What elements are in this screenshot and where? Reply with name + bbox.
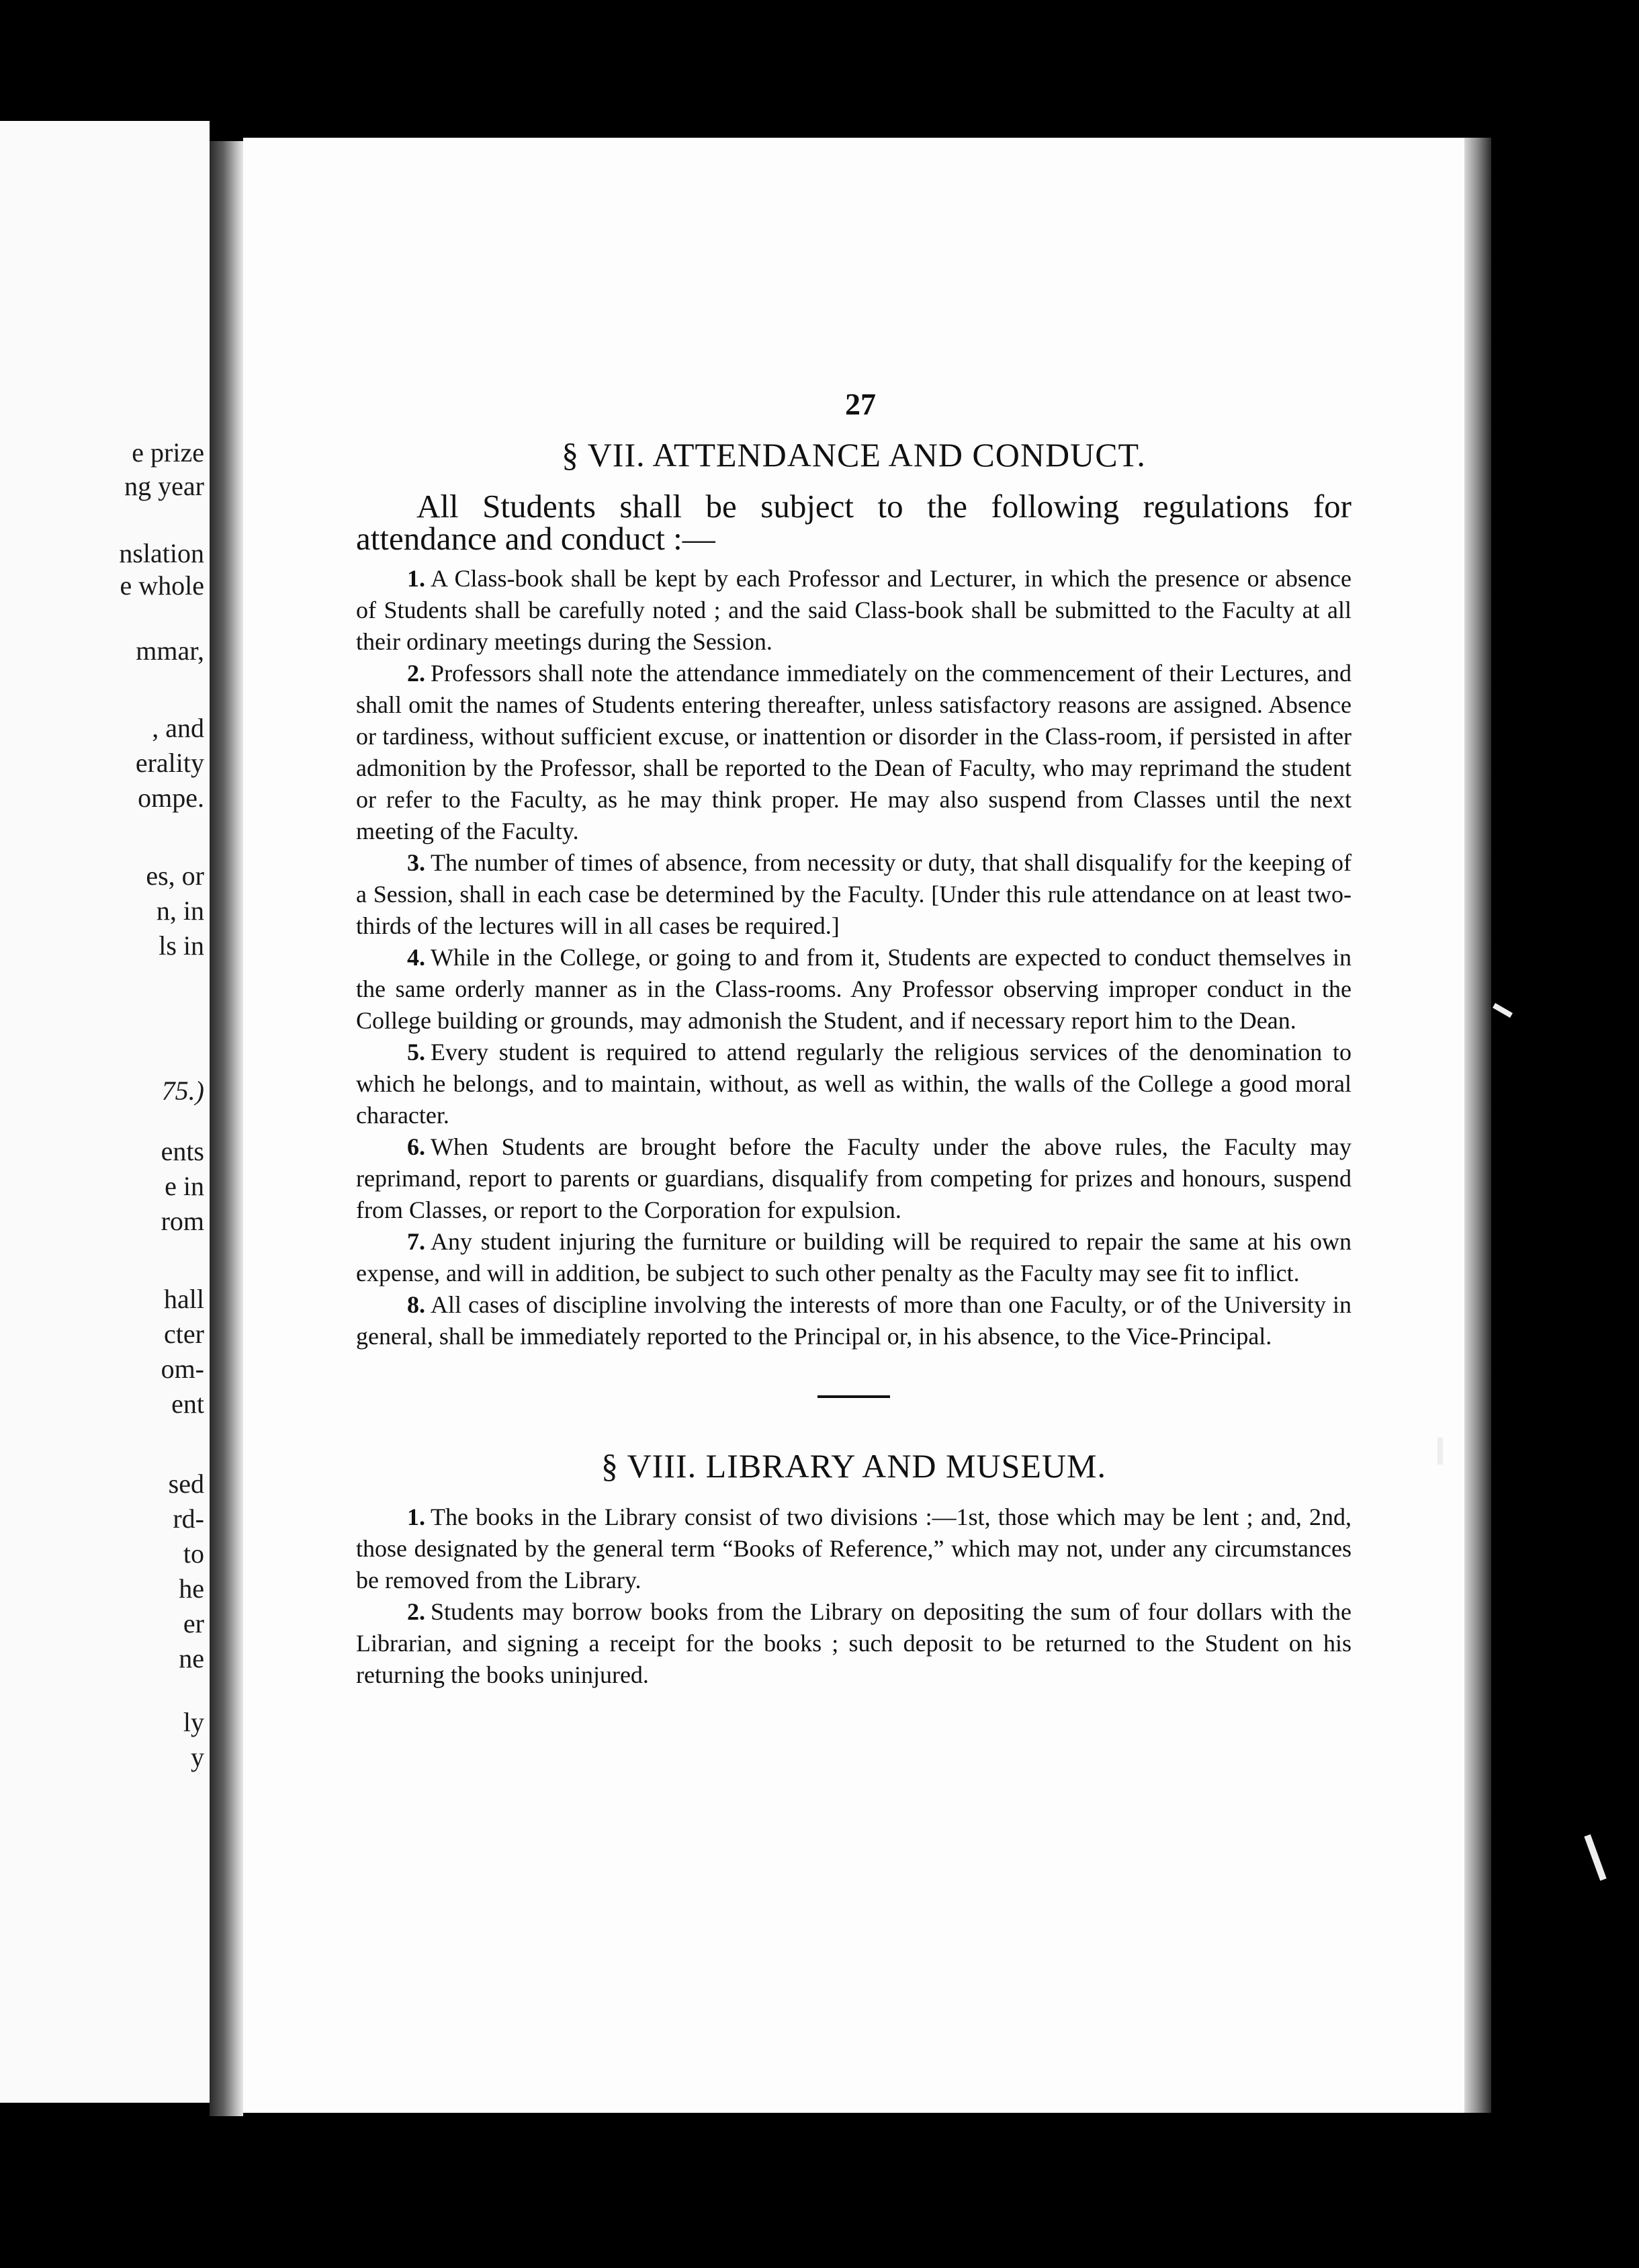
section-intro: All Students shall be subject to the following regulations for attendance and conduct :— <box>356 488 1352 557</box>
left-page-fragment: ents <box>161 1136 204 1166</box>
left-page-fragment: , and <box>152 713 204 743</box>
left-page-fragment: ent <box>171 1389 204 1419</box>
rule-number: 1. <box>407 565 425 592</box>
document-page <box>243 138 1464 2113</box>
left-page-fragment: y <box>191 1742 204 1772</box>
left-page-fragment: rom <box>161 1206 204 1236</box>
rule-paragraph <box>356 847 1352 942</box>
rule-text: When Students are brought before the Faculty under the above rules, the Faculty may reprimand, report to parents or guardians, disqualify from competing for prizes and honours, suspend from Classes, or report to the Corporation for expulsion. <box>356 1133 1352 1223</box>
left-page-fragment: sed <box>168 1469 204 1499</box>
left-page-fragment: e in <box>165 1171 204 1201</box>
previous-page <box>0 121 210 2103</box>
left-page-fragment: 75.) <box>161 1076 204 1106</box>
rule-number: 8. <box>407 1291 425 1318</box>
rule-text: All cases of discipline involving the interests of more than one Faculty, or of the University in general, shall be immediately reported to the Principal or, in his absence, to the Vice-Principal. <box>356 1291 1352 1350</box>
scan-speck <box>1437 1438 1443 1465</box>
section-heading-library: § VIII. LIBRARY AND MUSEUM. <box>601 1447 1107 1485</box>
section-heading-attendance: § VII. ATTENDANCE AND CONDUCT. <box>562 436 1146 474</box>
left-page-fragment: e whole <box>120 570 204 601</box>
section-divider <box>817 1395 890 1398</box>
rule-text: Any student injuring the furniture or building will be required to repair the same at his own expense, and will in addition, be subject to such other penalty as the Faculty may see fit to inflict. <box>356 1228 1352 1286</box>
rule-number: 7. <box>407 1228 425 1255</box>
left-page-fragment: nslation <box>119 538 204 568</box>
scan-speck <box>1584 1834 1606 1880</box>
rule-paragraph <box>356 1501 1352 1596</box>
left-page-fragment: ng year <box>124 471 204 501</box>
rule-number: 1. <box>407 1503 425 1530</box>
rule-paragraph <box>356 1289 1352 1352</box>
rule-text: Students may borrow books from the Library on depositing the sum of four dollars with the Librarian, and signing a receipt for the books ; such deposit to be returned to the Student on his returning the books uninjured. <box>356 1598 1352 1688</box>
left-page-fragment: es, or <box>146 861 204 891</box>
scan-speck <box>1493 1003 1513 1018</box>
page-content <box>356 386 1352 1691</box>
rule-text: Professors shall note the attendance immediately on the commencement of their Lectures, and shall omit the names of Students entering thereafter, unless satisfactory reasons are assigned. Absence or tardiness, without sufficient excuse, or inattention or disorder in the Class-room, if persisted in after admonition by the Professor, shall be reported to the Dean of Faculty, who may reprimand the student or refer to the Faculty, as he may think proper. He may also suspend from Classes until the next meeting of the Faculty. <box>356 660 1352 844</box>
rule-paragraph <box>356 1226 1352 1289</box>
rule-paragraph <box>356 563 1352 658</box>
left-page-fragment: rd- <box>173 1503 204 1534</box>
left-page-fragment: hall <box>164 1284 204 1314</box>
book-gutter <box>210 141 243 2116</box>
left-page-fragment: cter <box>164 1319 204 1349</box>
page-number: 27 <box>845 387 876 421</box>
left-page-fragment: mmar, <box>136 636 204 666</box>
left-page-fragment: he <box>179 1573 204 1604</box>
page-edge-shadow <box>1464 138 1491 2113</box>
rule-number: 3. <box>407 849 425 876</box>
rule-paragraph <box>356 1596 1352 1691</box>
rule-number: 5. <box>407 1039 425 1065</box>
left-page-fragment: ly <box>183 1707 204 1737</box>
left-page-fragment: er <box>183 1608 204 1639</box>
left-page-fragment: to <box>183 1538 204 1569</box>
rule-paragraph <box>356 658 1352 847</box>
rule-text: The books in the Library consist of two divisions :—1st, those which may be lent ; and, 2nd, those designated by the general term “Books of Reference,” which may not, under any circumstances be removed from the Library. <box>356 1503 1352 1594</box>
rule-number: 2. <box>407 660 425 687</box>
rule-paragraph <box>356 942 1352 1037</box>
left-page-fragment: n, in <box>156 896 204 926</box>
left-page-fragment: ne <box>179 1643 204 1673</box>
rule-paragraph <box>356 1131 1352 1226</box>
left-page-fragment: e prize <box>132 437 204 468</box>
rule-number: 4. <box>407 944 425 971</box>
left-page-fragment: ompe. <box>138 783 204 813</box>
rule-text: The number of times of absence, from necessity or duty, that shall disqualify for the keeping of a Session, shall in each case be determined by the Faculty. [Under this rule attendance on at least two-thirds of the lectures will in all cases be required.] <box>356 849 1352 939</box>
left-page-fragment: ls in <box>159 930 204 961</box>
rule-number: 6. <box>407 1133 425 1160</box>
rule-text: A Class-book shall be kept by each Professor and Lecturer, in which the presence or absence of Students shall be carefully noted ; and the said Class-book shall be submitted to the Faculty at all their ordinary meetings during the Session. <box>356 565 1352 655</box>
rule-number: 2. <box>407 1598 425 1625</box>
left-page-fragment: erality <box>135 748 204 778</box>
rule-text: While in the College, or going to and from it, Students are expected to conduct themselves in the same orderly manner as in the Class-rooms. Any Professor observing improper conduct in the College building or grounds, may admonish the Student, and if necessary report him to the Dean. <box>356 944 1352 1034</box>
rule-paragraph <box>356 1037 1352 1131</box>
rule-text: Every student is required to attend regularly the religious services of the denomination to which he belongs, and to maintain, without, as well as within, the walls of the College a good moral character. <box>356 1039 1352 1129</box>
left-page-fragment: om- <box>161 1354 204 1384</box>
